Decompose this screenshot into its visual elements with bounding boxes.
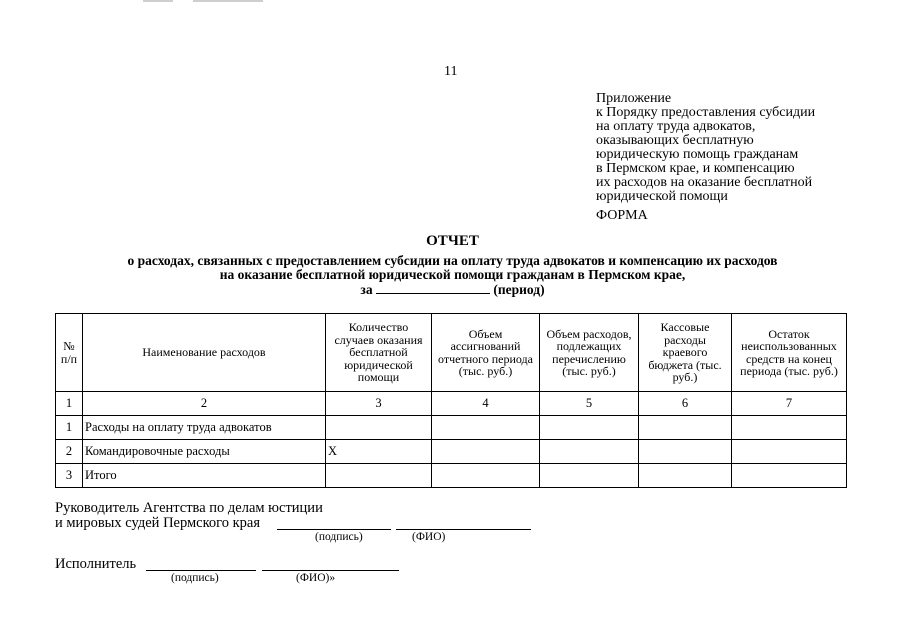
column-number: 5	[540, 392, 639, 416]
period-blank	[376, 282, 490, 294]
period-line	[60, 282, 845, 297]
executor-sign-caption: (подпись)	[171, 572, 219, 584]
subtitle-line-1: о расходах, связанных с предоставлением субсидии на оплату труда адвокатов и компенсацию их расходов	[127, 253, 778, 268]
table-row	[56, 464, 847, 488]
row-expense-name: Расходы на оплату труда адвокатов	[83, 416, 326, 440]
report-table	[55, 313, 847, 488]
row-cell	[432, 416, 540, 440]
row-cell	[540, 440, 639, 464]
report-subtitle	[60, 254, 845, 297]
head-signature-line-2: и мировых судей Пермского края	[55, 515, 261, 531]
subtitle-line-2: на оказание бесплатной юридической помощи гражданам в Пермском крае,	[219, 267, 686, 282]
row-cell	[732, 464, 847, 488]
column-number: 6	[639, 392, 732, 416]
header-number: № п/п	[56, 314, 83, 392]
head-signature-underline	[277, 529, 391, 530]
row-expense-name: Командировочные расходы	[83, 440, 326, 464]
row-cell	[639, 464, 732, 488]
table-header-row	[56, 314, 847, 392]
period-label: (период)	[493, 282, 545, 297]
table-row	[56, 416, 847, 440]
period-prefix: за	[360, 282, 373, 297]
table-row	[56, 440, 847, 464]
row-cell	[732, 440, 847, 464]
row-cell	[639, 440, 732, 464]
executor-name-underline	[262, 570, 399, 571]
top-edge-line	[143, 0, 173, 2]
row-cell	[540, 416, 639, 440]
column-number: 3	[326, 392, 432, 416]
appendix-line: на оплату труда адвокатов,	[596, 119, 756, 134]
row-cell	[432, 440, 540, 464]
row-cell	[540, 464, 639, 488]
header-case-count: Количество случаев оказания бесплатной юридической помощи	[326, 314, 432, 392]
appendix-line: их расходов на оказание бесплатной	[596, 175, 813, 190]
executor-label: Исполнитель	[55, 556, 137, 572]
row-number: 1	[56, 416, 83, 440]
header-remaining-funds: Остаток неиспользованных средств на конец периода (тыс. руб.)	[732, 314, 847, 392]
header-expense-name: Наименование расходов	[83, 314, 326, 392]
row-cell: X	[326, 440, 432, 464]
row-number: 3	[56, 464, 83, 488]
page-number: 11	[444, 64, 458, 79]
head-name-caption: (ФИО)	[412, 531, 446, 543]
column-numbers-row	[56, 392, 847, 416]
row-cell	[326, 464, 432, 488]
appendix-block	[596, 92, 896, 204]
row-cell	[432, 464, 540, 488]
top-edge-line	[193, 0, 263, 2]
head-sign-caption: (подпись)	[315, 531, 363, 543]
header-transfer-amount: Объем расходов, подлежащих перечислению (тыс. руб.)	[540, 314, 639, 392]
head-name-underline	[396, 529, 531, 530]
row-cell	[639, 416, 732, 440]
executor-name-caption: (ФИО)»	[296, 572, 336, 584]
appendix-line: юридической помощи	[596, 189, 728, 204]
column-number: 7	[732, 392, 847, 416]
column-number: 1	[56, 392, 83, 416]
appendix-line: оказывающих бесплатную	[596, 133, 754, 148]
appendix-line: Приложение	[596, 91, 672, 106]
row-cell	[732, 416, 847, 440]
form-label: ФОРМА	[596, 208, 648, 223]
row-number: 2	[56, 440, 83, 464]
column-number: 2	[83, 392, 326, 416]
appendix-line: в Пермском крае, и компенсацию	[596, 161, 795, 176]
head-signature-line-1: Руководитель Агентства по делам юстиции	[55, 500, 323, 516]
row-cell	[326, 416, 432, 440]
header-cash-expenses: Кассовые расходы краевого бюджета (тыс. руб.)	[639, 314, 732, 392]
executor-signature-underline	[146, 570, 256, 571]
row-expense-name: Итого	[83, 464, 326, 488]
appendix-line: к Порядку предоставления субсидии	[596, 105, 816, 120]
column-number: 4	[432, 392, 540, 416]
report-title: ОТЧЕТ	[426, 233, 479, 249]
appendix-line: юридическую помощь гражданам	[596, 147, 799, 162]
header-allocations: Объем ассигнований отчетного периода (тыс. руб.)	[432, 314, 540, 392]
